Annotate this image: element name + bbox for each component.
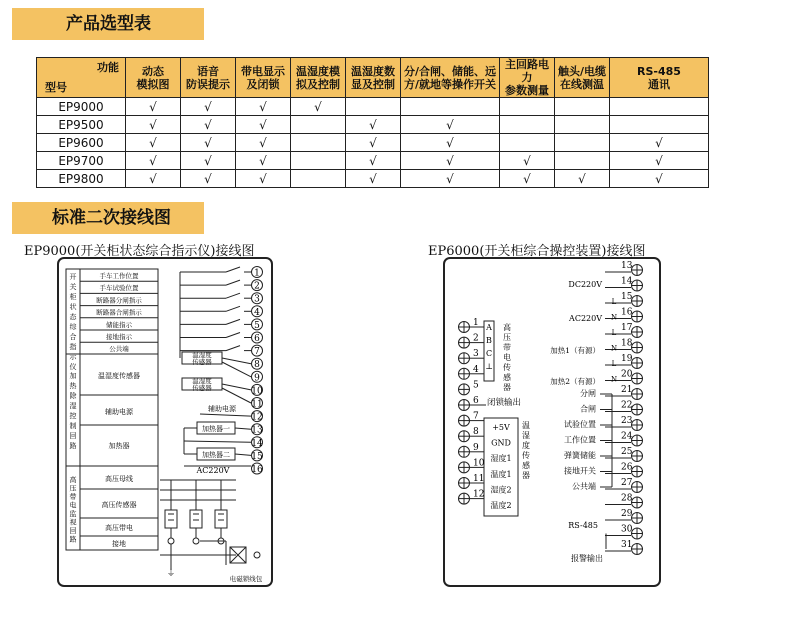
terminal-number: 3 xyxy=(254,294,260,305)
check-cell: √ xyxy=(181,116,236,134)
lock-terminal xyxy=(254,552,260,558)
column-header-line: 带电显示 xyxy=(241,64,285,78)
check-cell: √ xyxy=(236,134,291,152)
lock-output-label: 闭锁输出 xyxy=(487,398,522,408)
heater-wire xyxy=(235,454,251,455)
terminal-number: 21 xyxy=(621,385,633,395)
terminal-number: 12 xyxy=(251,412,263,423)
group2-label: 回 xyxy=(69,432,77,440)
terminal-number: 8 xyxy=(254,360,260,371)
sensor-label: 传感器 xyxy=(192,358,212,366)
terminal-number: 18 xyxy=(621,338,633,349)
group3-label: 回 xyxy=(69,527,77,535)
sensor-wire xyxy=(222,358,251,364)
check-cell: √ xyxy=(346,116,401,134)
terminal-number: 20 xyxy=(621,369,633,380)
check-cell: √ xyxy=(236,152,291,170)
sensor-wire xyxy=(222,388,251,403)
group2-label: 热 xyxy=(69,382,77,390)
model-cell: EP9500 xyxy=(37,116,126,134)
group1-label: 开 xyxy=(69,273,77,281)
hv-sensor xyxy=(165,510,177,528)
terminal-number: 11 xyxy=(251,399,263,410)
switch-blade xyxy=(226,267,240,272)
th-sensor-label: 度 xyxy=(522,441,530,450)
check-cell: √ xyxy=(126,116,181,134)
model-cell: EP9600 xyxy=(37,134,126,152)
rs485-label: RS-485 xyxy=(568,521,598,530)
ln-label: L xyxy=(611,360,617,368)
check-cell: √ xyxy=(610,152,709,170)
hv-sensor-label: 传 xyxy=(503,363,511,372)
hv-letter: ⊥ xyxy=(485,362,493,371)
group2-label: 路 xyxy=(69,442,77,450)
column-header-line: 通讯 xyxy=(648,77,670,91)
group1-item: 断路器分闸指示 xyxy=(96,296,142,305)
check-cell: √ xyxy=(610,134,709,152)
check-cell: √ xyxy=(181,134,236,152)
th-row-label: +5V xyxy=(492,423,510,432)
terminal-number: 26 xyxy=(621,462,633,473)
column-header-line: 拟及控制 xyxy=(296,77,340,91)
switch-blade xyxy=(226,306,240,311)
group2-label: 制 xyxy=(69,422,77,430)
check-cell: √ xyxy=(291,98,346,116)
terminal-number: 2 xyxy=(473,333,479,344)
heater-wire xyxy=(235,428,251,429)
terminal-number: 9 xyxy=(254,373,260,384)
terminal-number: 22 xyxy=(621,400,633,411)
group1-label: 状 xyxy=(69,303,77,311)
column-header-line: 触头/电缆 xyxy=(557,64,607,78)
hv-sensor-label: 带 xyxy=(503,343,511,352)
terminal-number: 15 xyxy=(621,292,633,302)
group3-label: 电 xyxy=(69,501,77,510)
group2-label: 除 xyxy=(69,392,77,400)
terminal-number: 10 xyxy=(473,458,485,469)
column-header-line: 动态 xyxy=(142,64,164,78)
hv-sensor-label: 压 xyxy=(503,333,511,342)
check-cell: √ xyxy=(401,116,500,134)
hv-letter: B xyxy=(486,336,492,345)
aux-power-label: 辅助电源 xyxy=(208,405,236,413)
switch-label: 接地开关 xyxy=(564,466,596,476)
sensor-label: 温湿度 xyxy=(192,377,212,385)
switch-label: 分闸 xyxy=(580,389,596,398)
diagram1-title: EP9000(开关柜状态综合指示仪)接线图 xyxy=(24,244,255,259)
th-sensor-label: 器 xyxy=(522,471,530,480)
check-cell: √ xyxy=(610,170,709,188)
ac-label: AC220V xyxy=(196,466,230,475)
check-cell: √ xyxy=(181,98,236,116)
group1-label-box xyxy=(66,269,80,354)
sensor-label: 温湿度 xyxy=(192,351,212,359)
group3-item: 高压母线 xyxy=(105,475,133,483)
alarm-label: 报警输出 xyxy=(571,554,603,563)
check-cell: √ xyxy=(126,170,181,188)
column-header-line: 温湿度数 xyxy=(351,64,395,78)
switch-blade xyxy=(226,333,240,338)
terminal-number: 25 xyxy=(621,447,633,457)
terminal-number: 6 xyxy=(254,334,260,344)
check-cell: √ xyxy=(401,134,500,152)
switch-blade xyxy=(226,319,240,324)
ln-label: N xyxy=(610,313,618,322)
group1-label: 态 xyxy=(69,313,77,321)
column-header-line: 温湿度模 xyxy=(296,64,340,78)
terminal-number: 5 xyxy=(254,320,260,331)
switch-blade xyxy=(226,293,240,298)
group2-item: 辅助电源 xyxy=(105,408,133,416)
terminal-number: 24 xyxy=(621,431,633,442)
group1-label: 关 xyxy=(69,283,77,291)
hv-sensor-label: 器 xyxy=(503,383,511,392)
column-header-line: 参数测量 xyxy=(505,84,549,97)
switch-label: 合闸 xyxy=(580,404,596,414)
group3-label: 带 xyxy=(69,493,77,501)
switch-label: 试验位置 xyxy=(564,420,596,429)
group3-label: 路 xyxy=(69,535,77,544)
section-title: 标准二次接线图 xyxy=(52,208,171,228)
group1-item: 手车工作位置 xyxy=(99,272,139,280)
heat1-label: 加热1（有源） xyxy=(550,346,600,355)
terminal-number: 7 xyxy=(254,347,260,358)
group2-label: 湿 xyxy=(69,402,77,410)
terminal-number: 27 xyxy=(621,478,633,488)
th-sensor-label: 传 xyxy=(522,451,530,460)
terminal-number: 7 xyxy=(473,411,479,422)
check-cell: √ xyxy=(236,116,291,134)
th-sensor-label: 感 xyxy=(522,461,530,470)
hv-sensor xyxy=(215,510,227,528)
terminal-number: 16 xyxy=(621,307,633,318)
terminal-number: 12 xyxy=(473,489,485,500)
group1-label: 仪 xyxy=(69,363,77,371)
th-row-label: 温度1 xyxy=(490,469,512,479)
terminal-number: 28 xyxy=(621,493,633,504)
terminal-number: 4 xyxy=(254,307,260,318)
terminal-number: 23 xyxy=(621,416,633,426)
check-cell: √ xyxy=(126,98,181,116)
group3-item: 高压传感器 xyxy=(101,501,137,509)
group1-label: 指 xyxy=(69,343,77,351)
group1-item: 接地指示 xyxy=(106,333,132,341)
check-cell: √ xyxy=(401,152,500,170)
group3-label: 监 xyxy=(69,510,77,518)
terminal-number: 2 xyxy=(254,281,260,292)
aux-wire xyxy=(200,414,251,416)
terminal-number: 9 xyxy=(473,442,479,453)
group1-item: 断路器合闸指示 xyxy=(96,308,142,317)
terminal-number: 3 xyxy=(473,349,479,360)
check-cell: √ xyxy=(500,170,555,188)
check-cell: √ xyxy=(346,170,401,188)
model-cell: EP9800 xyxy=(37,170,126,188)
corner-top-label: 功能 xyxy=(97,61,119,74)
column-header-line: 显及控制 xyxy=(351,77,395,91)
group2-item: 加热器 xyxy=(108,442,130,450)
terminal-number: 14 xyxy=(621,276,633,287)
terminal-number: 10 xyxy=(251,386,263,397)
heater-label: 加热器二 xyxy=(202,451,230,459)
terminal-number: 15 xyxy=(251,451,263,462)
hv-node xyxy=(168,538,174,544)
th-row-label: GND xyxy=(491,438,511,448)
terminal-number: 29 xyxy=(621,509,633,519)
group3-label: 压 xyxy=(69,484,77,493)
terminal-number: 13 xyxy=(621,261,633,271)
column-header-line: 及闭锁 xyxy=(246,77,280,91)
ground-icon: ⏚ xyxy=(166,569,176,579)
group2-label: 控 xyxy=(69,412,77,420)
check-cell: √ xyxy=(555,170,610,188)
check-cell: √ xyxy=(126,134,181,152)
terminal-number: 30 xyxy=(621,524,633,535)
ln-label: L xyxy=(611,298,617,306)
model-cell: EP9700 xyxy=(37,152,126,170)
ln-label: N xyxy=(610,375,618,384)
diagram2-title: EP6000(开关柜综合操控装置)接线图 xyxy=(428,244,646,259)
hv-sensor-label: 电 xyxy=(503,353,511,362)
group2-item: 温湿度传感器 xyxy=(98,372,140,380)
check-cell: √ xyxy=(500,152,555,170)
sensor-wire xyxy=(222,384,251,390)
ac-label: AC220V xyxy=(569,314,602,323)
switch-label: 公共端 xyxy=(572,482,596,491)
check-cell: √ xyxy=(401,170,500,188)
switch-blade xyxy=(226,346,240,351)
switch-label: 弹簧储能 xyxy=(564,451,596,460)
group1-label: 合 xyxy=(69,333,77,341)
column-header-line: 语音 xyxy=(197,64,219,78)
sensor-wire xyxy=(222,362,251,377)
group3-item: 接地 xyxy=(112,540,126,548)
check-cell: √ xyxy=(126,152,181,170)
heater-label: 加热器一 xyxy=(202,425,230,433)
sensor-label: 传感器 xyxy=(192,384,212,392)
th-sensor-label: 湿 xyxy=(522,431,530,440)
lock-label: 电磁锁线包 xyxy=(229,575,263,583)
heat2-label: 加热2（有源） xyxy=(550,377,600,386)
terminal-number: 1 xyxy=(254,268,260,279)
column-header-line: 方/就地等操作开关 xyxy=(403,77,497,91)
terminal-number: 8 xyxy=(473,427,479,438)
terminal-number: 5 xyxy=(473,380,479,391)
check-cell: √ xyxy=(236,170,291,188)
group3-label: 高 xyxy=(69,476,77,484)
column-header-line: 防误提示 xyxy=(186,77,230,91)
hv-sensor xyxy=(190,510,202,528)
terminal-number: 4 xyxy=(473,364,479,375)
terminal-number: 17 xyxy=(621,323,633,333)
model-cell: EP9000 xyxy=(37,98,126,116)
hv-node xyxy=(193,538,199,544)
terminal-number: 6 xyxy=(473,396,479,406)
terminal-number: 14 xyxy=(251,438,263,449)
dc-label: DC220V xyxy=(568,280,602,289)
group1-label: 综 xyxy=(69,323,77,331)
th-sensor-label: 温 xyxy=(522,421,530,430)
column-header-line: 主回路电力 xyxy=(505,58,549,84)
hv-sensor-label: 高 xyxy=(503,323,511,332)
column-header-line: 模拟图 xyxy=(136,77,170,91)
switch-blade xyxy=(226,280,240,285)
column-header-line: RS-485 xyxy=(637,64,681,78)
terminal-number: 13 xyxy=(251,425,263,436)
th-row-label: 湿度2 xyxy=(490,485,512,495)
ln-label: N xyxy=(610,344,618,353)
hv-sensor-label: 感 xyxy=(503,373,511,382)
group3-item: 高压带电 xyxy=(105,524,133,532)
terminal-number: 1 xyxy=(473,318,479,328)
check-cell: √ xyxy=(346,152,401,170)
group1-item: 储能指示 xyxy=(106,320,132,329)
check-cell: √ xyxy=(181,152,236,170)
group1-label: 示 xyxy=(69,353,77,361)
ln-label: L xyxy=(611,329,617,337)
th-row-label: 温度2 xyxy=(490,501,512,510)
check-cell: √ xyxy=(346,134,401,152)
check-cell: √ xyxy=(236,98,291,116)
hv-letter: C xyxy=(485,349,493,358)
group1-item: 手车试验位置 xyxy=(99,284,139,293)
switch-label: 工作位置 xyxy=(564,435,596,445)
th-row-label: 湿度1 xyxy=(490,454,512,464)
section-title: 产品选型表 xyxy=(66,14,151,34)
terminal-number: 16 xyxy=(251,465,263,475)
group1-item: 公共端 xyxy=(109,345,129,354)
heater-wire xyxy=(184,441,251,442)
terminal-number: 31 xyxy=(621,540,633,550)
group2-label: 加 xyxy=(69,372,77,380)
column-header-line: 在线测温 xyxy=(560,77,604,91)
column-header-line: 分/合闸、储能、远 xyxy=(403,64,497,78)
terminal-number: 11 xyxy=(473,474,485,484)
terminal-number: 19 xyxy=(621,354,633,364)
corner-bottom-label: 型号 xyxy=(45,81,67,94)
group1-label: 柜 xyxy=(69,293,77,301)
group3-label: 视 xyxy=(69,518,77,527)
check-cell: √ xyxy=(181,170,236,188)
hv-letter: A xyxy=(486,323,492,332)
